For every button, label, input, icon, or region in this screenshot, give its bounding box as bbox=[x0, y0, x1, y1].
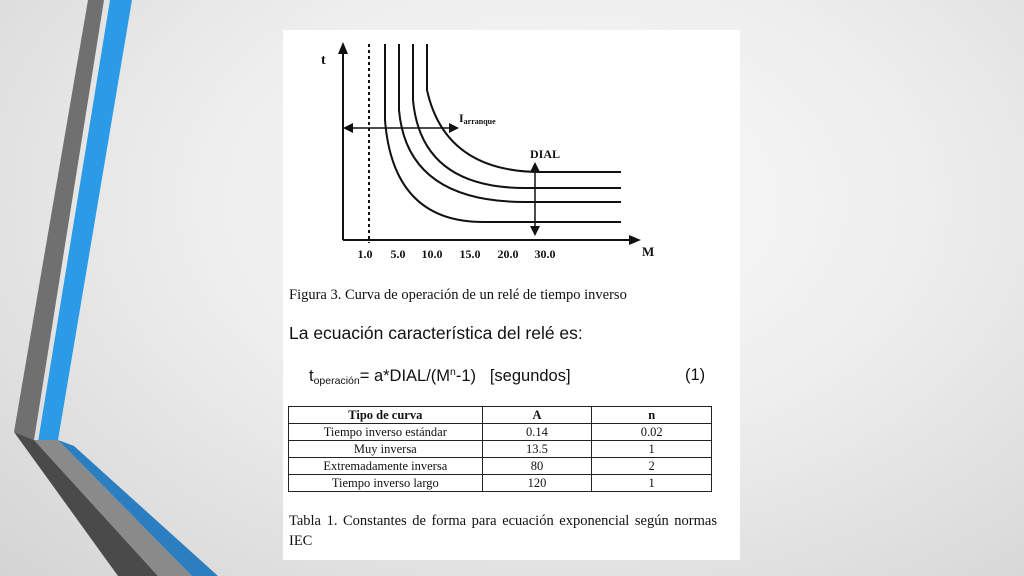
equation-number: (1) bbox=[685, 366, 706, 384]
relay-equation bbox=[309, 366, 571, 387]
equation-exponent: n bbox=[450, 366, 456, 378]
equation-t: t bbox=[309, 367, 314, 385]
x-tick-label: 5.0 bbox=[390, 247, 406, 261]
x-tick-label: 15.0 bbox=[459, 247, 481, 261]
table-cell: 120 bbox=[482, 475, 592, 492]
equation-tail: -1) bbox=[455, 367, 477, 385]
operating-curve-2 bbox=[399, 44, 621, 202]
x-tick-label: 30.0 bbox=[534, 247, 556, 261]
dial-arrowhead-up bbox=[530, 162, 540, 172]
table-row bbox=[289, 441, 712, 458]
pickup-arrowhead-left bbox=[343, 123, 353, 133]
table-cell: 0.14 bbox=[482, 424, 592, 441]
table-cell: Extremadamente inversa bbox=[289, 458, 483, 475]
table-cell: 13.5 bbox=[482, 441, 592, 458]
x-axis-label: M bbox=[642, 244, 655, 259]
y-axis-label: t bbox=[321, 53, 326, 68]
table-row bbox=[289, 458, 712, 475]
table-row bbox=[289, 475, 712, 492]
figure-caption: Figura 3. Curva de operación de un relé de tiempo inverso bbox=[289, 287, 627, 303]
table-header-cell: A bbox=[482, 407, 592, 424]
x-tick-label: 10.0 bbox=[421, 247, 443, 261]
x-tick-label: 20.0 bbox=[497, 247, 519, 261]
dial-arrowhead-down bbox=[530, 226, 540, 236]
equation-units: [segundos] bbox=[489, 367, 571, 385]
dial-label: DIAL bbox=[530, 147, 561, 161]
y-axis-arrowhead bbox=[338, 42, 348, 54]
equation-body: = a*DIAL/(M bbox=[359, 367, 451, 385]
table-cell: 2 bbox=[592, 458, 712, 475]
x-tick-label: 1.0 bbox=[357, 247, 373, 261]
table-cell: Tiempo inverso largo bbox=[289, 475, 483, 492]
table-header-cell: n bbox=[592, 407, 712, 424]
table-row bbox=[289, 424, 712, 441]
table-cell: 1 bbox=[592, 475, 712, 492]
equation-t-subscript: operación bbox=[313, 375, 360, 387]
table-header-cell: Tipo de curva bbox=[289, 407, 483, 424]
table-cell: Muy inversa bbox=[289, 441, 483, 458]
x-axis-arrowhead bbox=[629, 235, 641, 245]
iec-constants-table bbox=[288, 406, 712, 492]
pickup-label: Iarranque bbox=[459, 111, 496, 126]
table-caption: Tabla 1. Constantes de forma para ecuación exponencial según normas IEC bbox=[289, 513, 717, 549]
table-cell: 80 bbox=[482, 458, 592, 475]
table-cell: Tiempo inverso estándar bbox=[289, 424, 483, 441]
relay-curve-figure bbox=[283, 30, 740, 270]
equation-intro: La ecuación característica del relé es: bbox=[289, 323, 583, 343]
pickup-arrowhead-right bbox=[449, 123, 459, 133]
operating-curve-4 bbox=[427, 44, 621, 172]
operating-curve-3 bbox=[413, 44, 621, 188]
table-cell: 0.02 bbox=[592, 424, 712, 441]
document-page bbox=[283, 30, 740, 560]
table-cell: 1 bbox=[592, 441, 712, 458]
table-header-row bbox=[289, 407, 712, 424]
